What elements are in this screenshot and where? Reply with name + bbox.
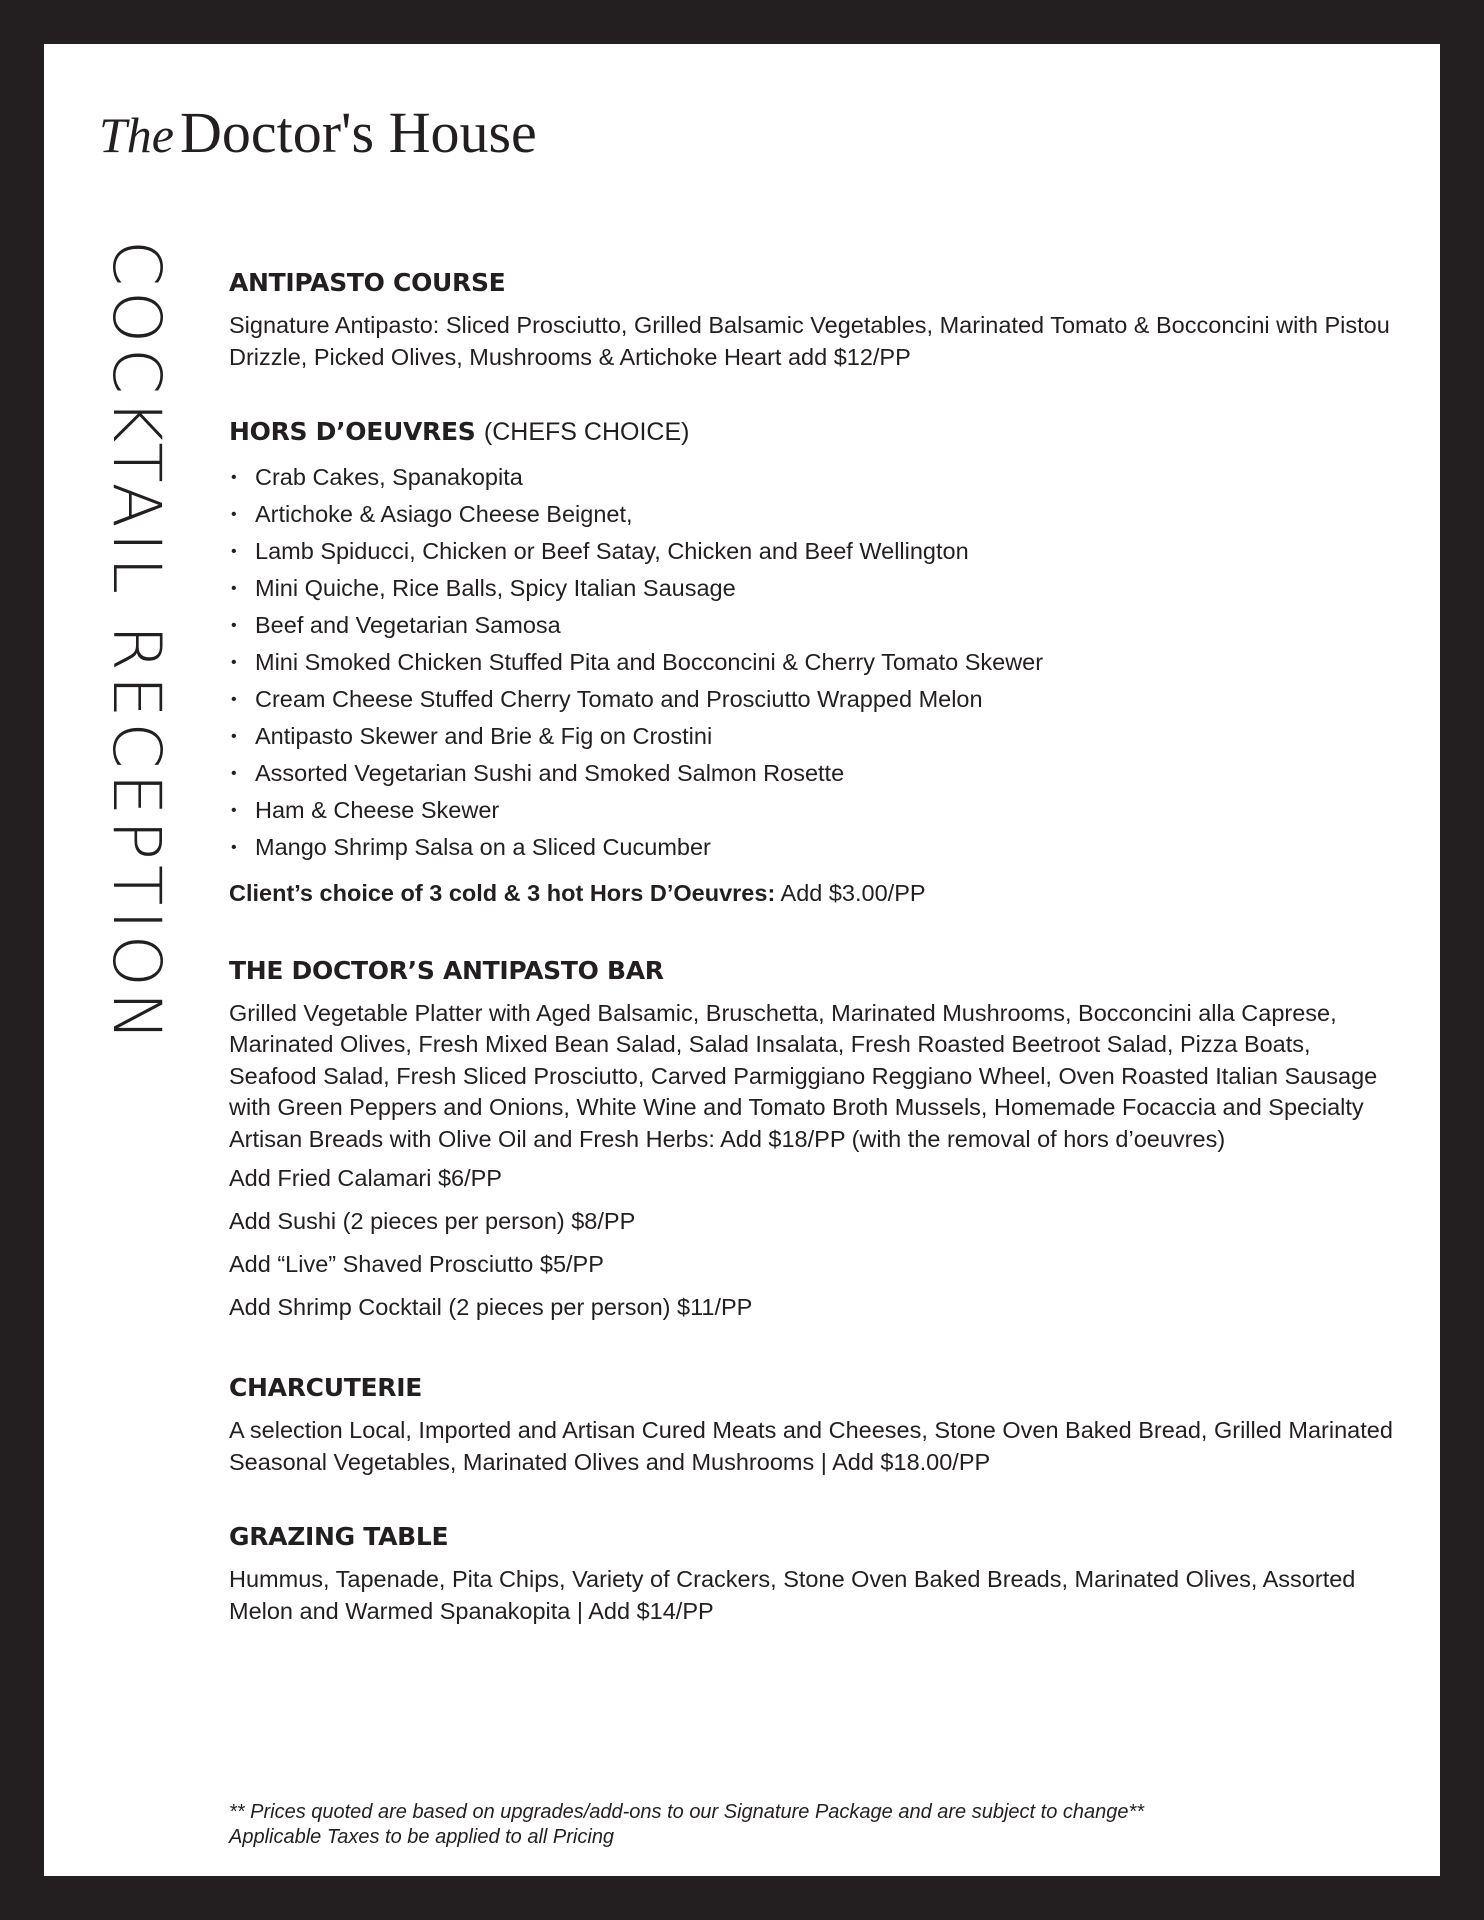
addon-list (229, 1157, 1399, 1329)
list-item: • Ham & Cheese Skewer (229, 792, 1399, 829)
list-item: • Crab Cakes, Spanakopita (229, 459, 1399, 496)
addon-item: Add Sushi (2 pieces per person) $8/PP (229, 1208, 636, 1234)
antipasto-course-section (229, 266, 1399, 373)
section-text: Hummus, Tapenade, Pita Chips, Variety of Crackers, Stone Oven Baked Breads, Marinated Olives, Assorted Melon and Warmed Spanakopita | Add $14/PP (229, 1566, 1356, 1624)
addon-item: Add Fried Calamari $6/PP (229, 1165, 502, 1191)
list-item: • Assorted Vegetarian Sushi and Smoked Salmon Rosette (229, 755, 1399, 792)
brand-the: The (99, 107, 174, 163)
footnote-line: ** Prices quoted are based on upgrades/add-ons to our Signature Package and are subject to change** (229, 1801, 1145, 1823)
list-item: • Artichoke & Asiago Cheese Beignet, (229, 496, 1399, 533)
section-subtitle: (CHEFS CHOICE) (483, 418, 690, 446)
section-title (229, 415, 1399, 449)
section-text: Signature Antipasto: Sliced Prosciutto, Grilled Balsamic Vegetables, Marinated Tomato & Bocconcini with Pistou Drizzle, Picked Olives, Mushrooms & Artichoke Heart add $12/PP (229, 312, 1390, 370)
section-title: ANTIPASTO COURSE (229, 268, 506, 297)
footnote-line: Applicable Taxes to be applied to all Pricing (229, 1826, 615, 1848)
list-item: • Cream Cheese Stuffed Cherry Tomato and Prosciutto Wrapped Melon (229, 681, 1399, 718)
charcuterie-section (229, 1371, 1399, 1478)
section-title: THE DOCTOR’S ANTIPASTO BAR (229, 955, 664, 985)
note-price: Add $3.00/PP (780, 880, 926, 906)
section-text: A selection Local, Imported and Artisan Cured Meats and Cheeses, Stone Oven Baked Bread, Grilled Marinated Seasonal Vegetables, Marinated Olives and Mushrooms | Add $18.00/PP (229, 1417, 1393, 1475)
grazing-table-section (229, 1520, 1399, 1627)
menu-page (44, 44, 1440, 1876)
menu-content (229, 266, 1399, 1669)
list-item: • Antipasto Skewer and Brie & Fig on Crostini (229, 718, 1399, 755)
section-title: GRAZING TABLE (229, 1522, 449, 1551)
note-label: Client’s choice of 3 cold & 3 hot Hors D’Oeuvres: (229, 880, 776, 906)
addon-item: Add Shrimp Cocktail (2 pieces per person) $11/PP (229, 1294, 753, 1320)
antipasto-bar-section (229, 954, 1399, 1330)
hors-doeuvres-list (229, 459, 1399, 866)
section-title-main: HORS D’OEUVRES (229, 417, 476, 446)
pricing-footnote (229, 1800, 1144, 1850)
addon-item: Add “Live” Shaved Prosciutto $5/PP (229, 1251, 604, 1277)
section-text: Grilled Vegetable Platter with Aged Balsamic, Bruschetta, Marinated Mushrooms, Bocconcini alla Caprese, Marinated Olives, Fresh Mixed Bean Salad, Salad Insalata, Fresh Roasted Beetroot Salad, Pizza Boats, Seafood Salad, Fresh Sliced Prosciutto, Carved Parmiggiano Reggiano Wheel, Oven Roasted Italian Sausage with Green Peppers and Onions, White Wine and Tomato Broth Mussels, Homemade Focaccia and Specialty Artisan Breads with Olive Oil and Fresh Herbs: Add $18/PP (with the removal of hors d’oeuvres) (229, 999, 1378, 1152)
list-item: • Lamb Spiducci, Chicken or Beef Satay, Chicken and Beef Wellington (229, 533, 1399, 570)
hors-doeuvres-note (229, 878, 1399, 910)
list-item: • Mini Quiche, Rice Balls, Spicy Italian Sausage (229, 570, 1399, 607)
list-item: • Beef and Vegetarian Samosa (229, 607, 1399, 644)
vertical-page-title: COCKTAIL RECEPTION (98, 240, 175, 1047)
list-item: • Mango Shrimp Salsa on a Sliced Cucumber (229, 829, 1399, 866)
hors-doeuvres-section (229, 415, 1399, 910)
brand-logo (99, 100, 537, 165)
list-item: • Mini Smoked Chicken Stuffed Pita and Bocconcini & Cherry Tomato Skewer (229, 644, 1399, 681)
brand-name: Doctor's House (180, 100, 537, 165)
section-title: CHARCUTERIE (229, 1373, 422, 1402)
